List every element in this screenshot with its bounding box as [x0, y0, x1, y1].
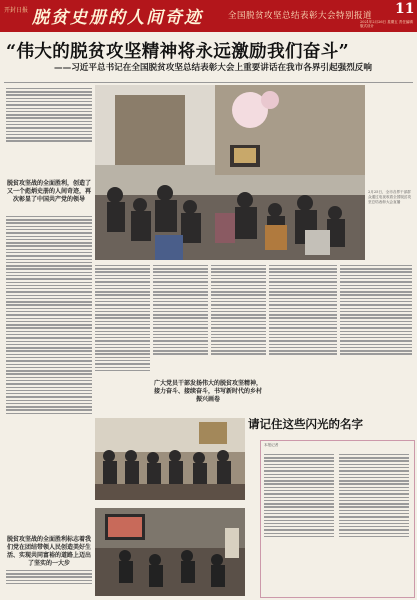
banner-subtitle: 全国脱贫攻坚总结表彰大会特别报道 — [228, 11, 373, 21]
sidebar-column-2 — [339, 452, 409, 592]
section-head-3: 脱贫攻坚战的全面胜利标志着我们党在团结带领人民创造美好生活、实现共同富裕的道路上迈出了坚实的一大步 — [6, 536, 91, 567]
page-banner — [0, 0, 417, 32]
masthead: 开封日报 — [4, 7, 29, 14]
photo-watching-tv-room — [95, 508, 245, 596]
body-column-left-bottom — [6, 568, 92, 596]
page-number: 11 — [395, 1, 415, 17]
sidebar-note: 本报记者 — [264, 443, 279, 447]
sub-headline: ——习近平总书记在全国脱贫攻坚总结表彰大会上重要讲话在我市各界引起强烈反响 — [54, 63, 372, 73]
section-head-1: 脱贫攻坚战的全面胜利，创造了又一个彪炳史册的人间奇迹，再次彰显了中国共产党的领导 — [6, 180, 91, 203]
body-column-left-top — [6, 86, 92, 178]
photo-group-meeting — [95, 418, 245, 500]
main-headline: “伟大的脱贫攻坚精神将永远激励我们奋斗” — [6, 42, 350, 62]
body-column-left — [6, 214, 92, 534]
sidebar-kicker: 请记住这些闪光的名字 — [248, 417, 363, 431]
sidebar-column-1 — [264, 452, 334, 592]
body-column-6 — [340, 263, 412, 413]
photo-villagers-watching-broadcast — [95, 85, 365, 260]
body-column-5 — [269, 263, 337, 413]
section-head-2: 广大党员干部发扬伟大的脱贫攻坚精神，接力奋斗、接续奋斗，书写新时代的乡村振兴画卷 — [153, 380, 262, 403]
edition-meta: 2021年2月26日 星期五 责任编辑 版式设计 — [360, 20, 413, 28]
headline-divider — [4, 82, 413, 83]
photo-caption-top: 2月25日，全市各界干部群众通过电视收看全国脱贫攻坚总结表彰大会直播 — [368, 190, 412, 204]
banner-title: 脱贫史册的人间奇迹 — [32, 8, 203, 28]
